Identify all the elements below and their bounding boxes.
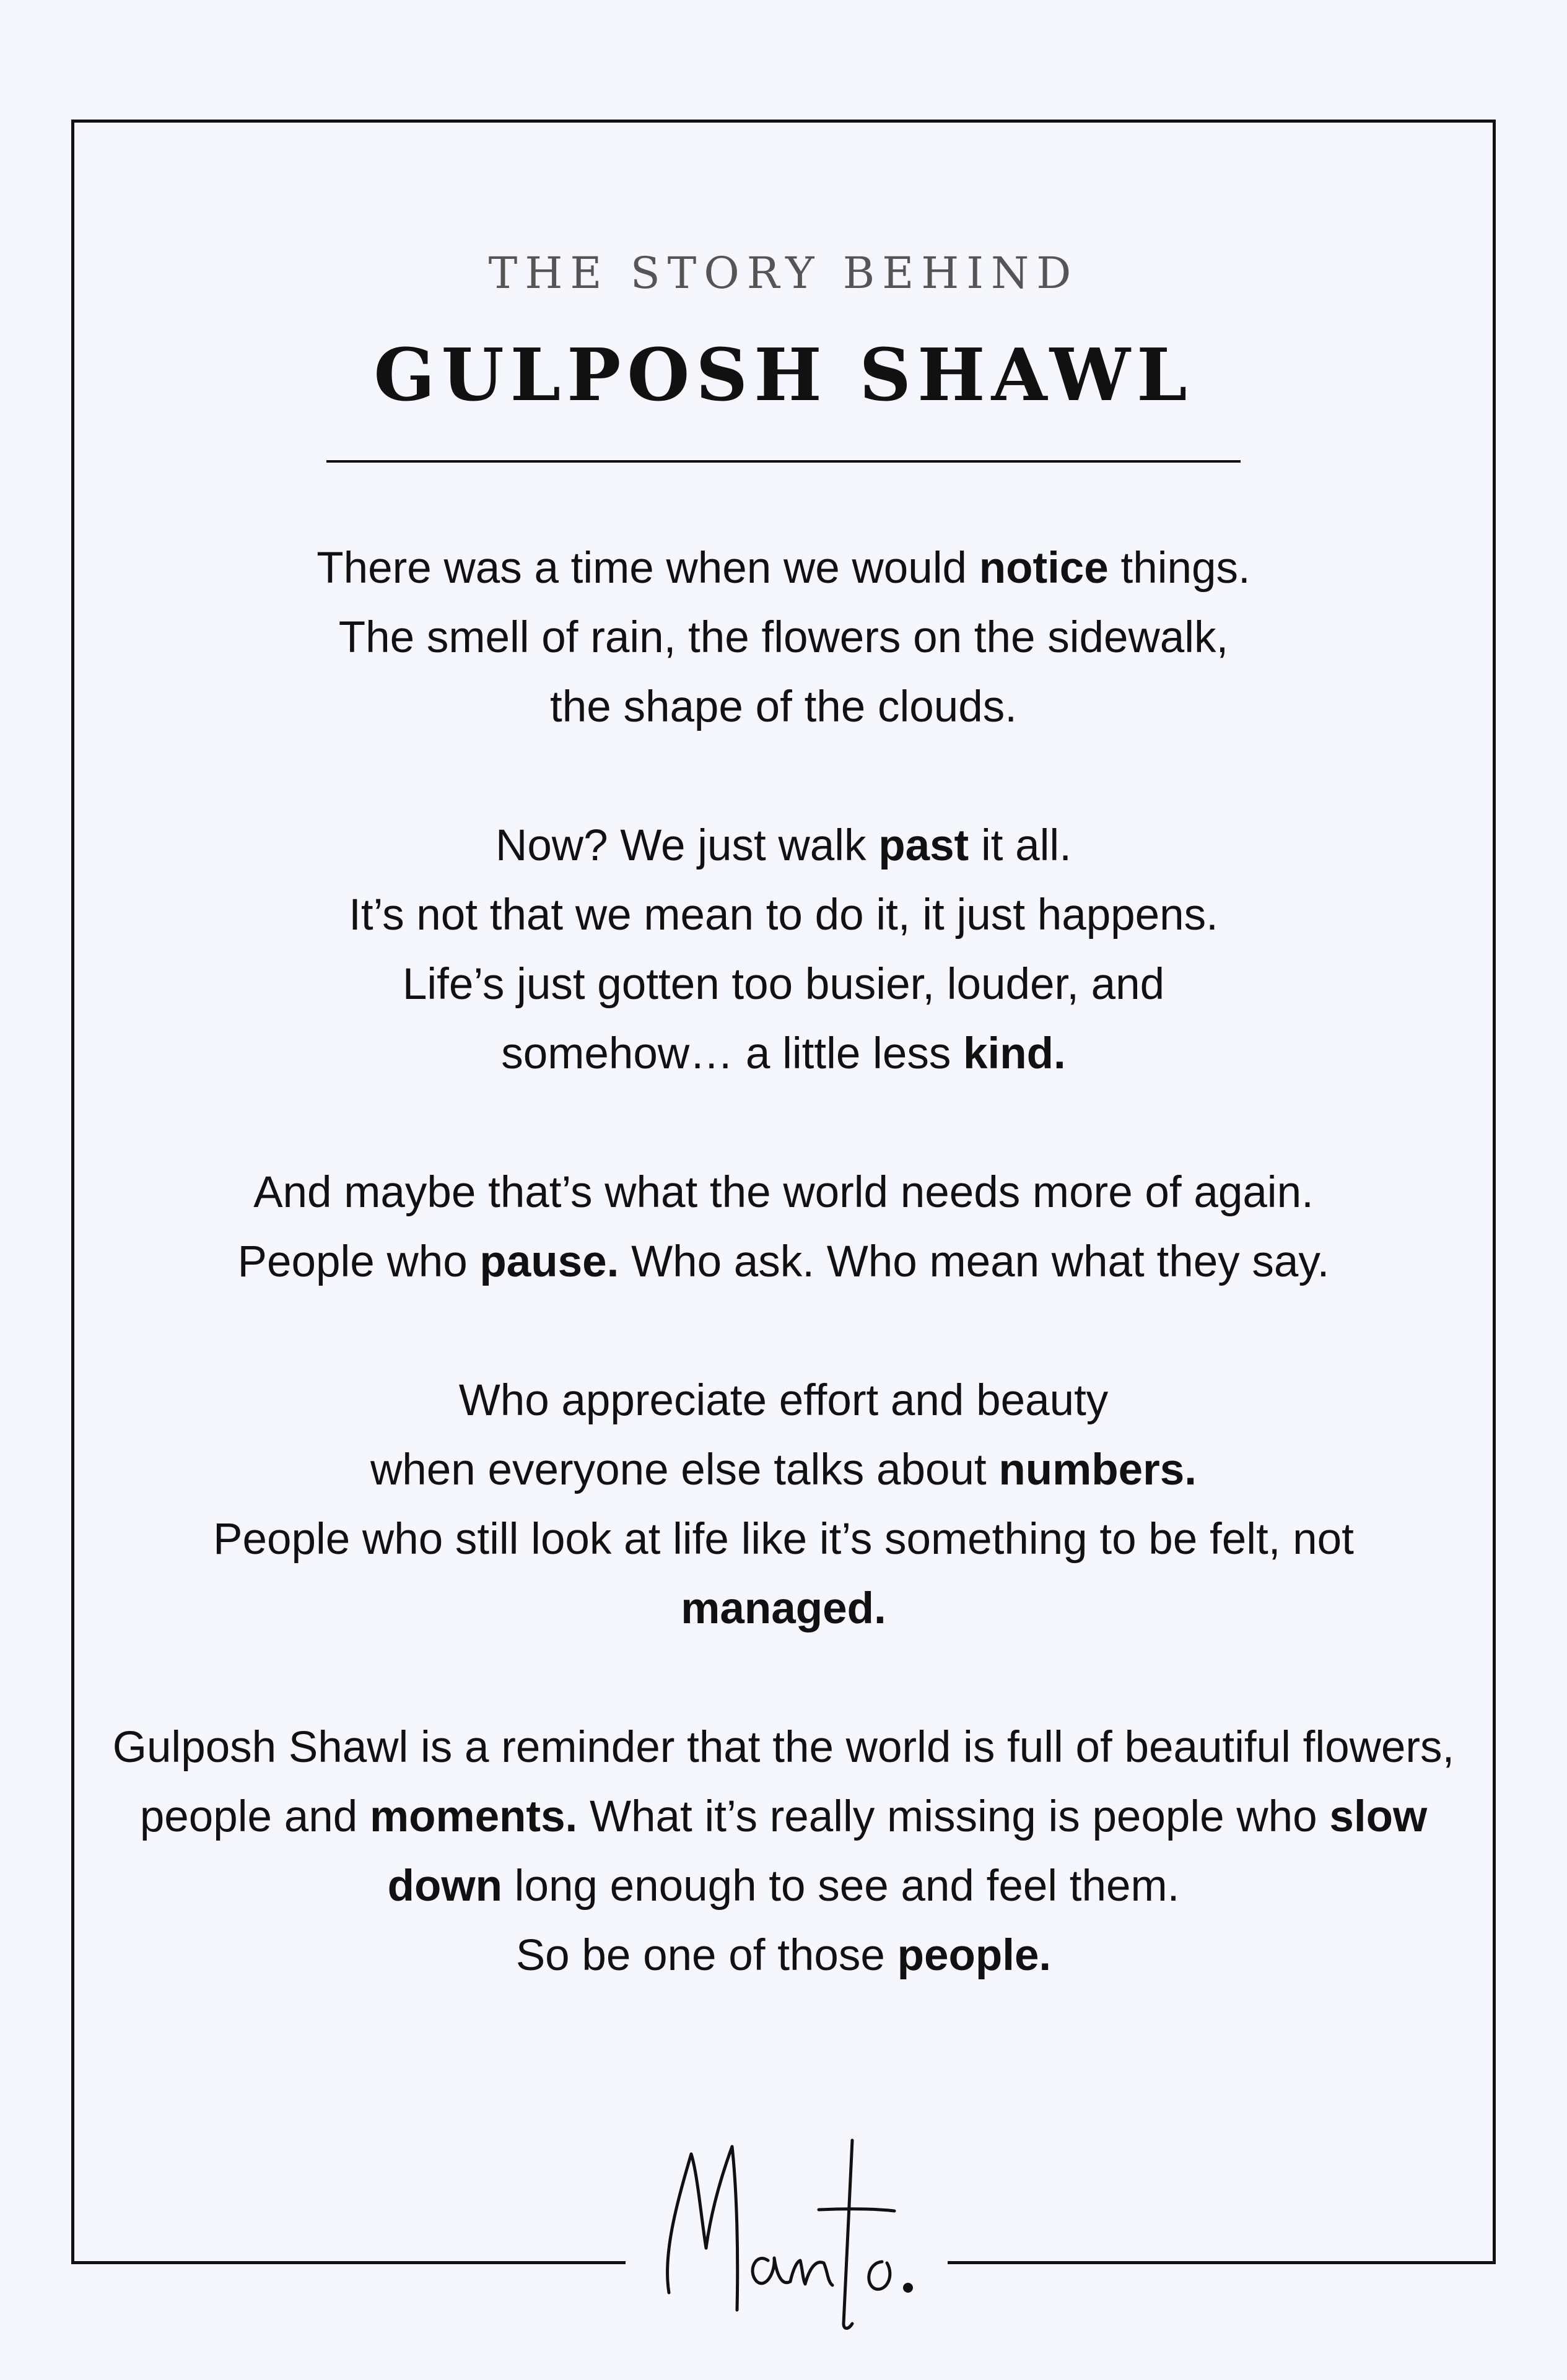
paragraph-1 xyxy=(111,534,1456,742)
line: People who still look at life like it’s something to be felt, not managed. xyxy=(213,1515,1354,1633)
line: People who pause. Who ask. Who mean what they say. xyxy=(237,1237,1330,1286)
story-body xyxy=(111,534,1456,1990)
line: Life’s just gotten too busier, louder, and xyxy=(402,960,1165,1009)
line: The smell of rain, the flowers on the sidewalk, xyxy=(338,613,1229,662)
title-divider xyxy=(326,460,1241,463)
line: when everyone else talks about numbers. xyxy=(370,1445,1197,1494)
line: Gulposh Shawl is a reminder that the world is full of beautiful flowers, people and moments. What it’s really missing is people who slow down long enough to see and feel them. xyxy=(112,1723,1455,1911)
line: the shape of the clouds. xyxy=(550,682,1017,731)
paragraph-3 xyxy=(111,1158,1456,1297)
line: Now? We just walk past it all. xyxy=(495,821,1072,870)
paragraph-5 xyxy=(111,1713,1456,1990)
line: So be one of those people. xyxy=(515,1931,1052,1980)
kicker-heading: THE STORY BEHIND xyxy=(488,248,1079,299)
line: Who appreciate effort and beauty xyxy=(458,1376,1109,1425)
line: It’s not that we mean to do it, it just happens. xyxy=(349,891,1218,939)
paragraph-2 xyxy=(111,811,1456,1089)
paragraph-4 xyxy=(111,1366,1456,1644)
page-title: GULPOSH SHAWL xyxy=(373,333,1194,417)
line: somehow… a little less kind. xyxy=(501,1029,1066,1078)
line: And maybe that’s what the world needs more of again. xyxy=(253,1168,1314,1217)
line: There was a time when we would notice things. xyxy=(316,544,1251,593)
manto-signature xyxy=(644,2130,929,2341)
